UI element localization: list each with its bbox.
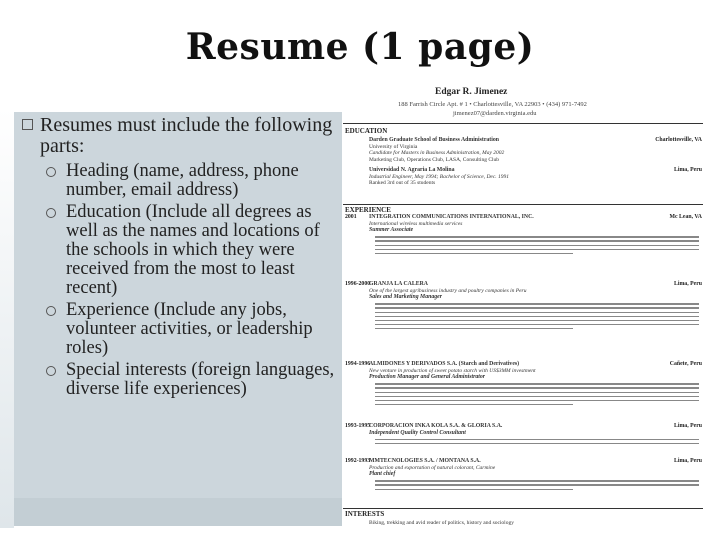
section-divider xyxy=(343,123,703,124)
sub-bullet-text: Heading (name, address, phone number, email address) xyxy=(66,161,299,200)
sub-bullet-text: Education (Include all degrees as well as the names and locations of the schools in which they were received from the most to least recent) xyxy=(66,202,320,298)
sub-bullet-text: Special interests (foreign languages, diverse life experiences) xyxy=(66,360,335,399)
experience-entry xyxy=(369,214,699,254)
circle-bullet-icon xyxy=(46,306,56,316)
job-years: 1996-2000 xyxy=(345,281,371,287)
job-bullets xyxy=(369,480,699,490)
job-role: Independent Quality Control Consultant xyxy=(369,429,466,436)
school-location: Lima, Peru xyxy=(673,167,702,173)
bullet-list xyxy=(22,115,342,402)
job-role: Summer Associate xyxy=(369,227,414,234)
interests-text: Biking, trekking and avid reader of politics, history and sociology xyxy=(369,520,514,526)
left-edge-decoration xyxy=(0,108,14,528)
job-bullets xyxy=(369,236,699,254)
job-location: Lima, Peru xyxy=(673,458,702,464)
section-divider xyxy=(343,204,703,205)
square-bullet-icon xyxy=(22,119,33,130)
sub-bullet-heading xyxy=(22,162,342,200)
experience-entry xyxy=(369,281,699,329)
job-years: 1993-1995 xyxy=(345,423,371,429)
resume-name: Edgar R. Jimenez xyxy=(435,87,508,97)
job-years: 1994-1996 xyxy=(345,361,371,367)
company-name: INTEGRATION COMMUNICATIONS INTERNATIONAL, INC. xyxy=(369,214,534,220)
sub-bullet-text: Experience (Include any jobs, volunteer activities, or leadership roles) xyxy=(66,300,313,358)
experience-entry xyxy=(369,361,699,405)
school-location: Charlottesville, VA xyxy=(655,137,702,143)
main-bullet xyxy=(22,115,342,157)
job-role: Sales and Marketing Manager xyxy=(369,294,442,301)
job-years: 1992-1993 xyxy=(345,458,371,464)
job-role: Plant chief xyxy=(369,471,396,478)
section-divider xyxy=(343,508,703,509)
sub-bullet-interests xyxy=(22,361,342,399)
job-location: Mc Lean, VA xyxy=(669,214,702,220)
job-location: Cañete, Peru xyxy=(669,361,702,367)
experience-entry xyxy=(369,458,699,490)
education-entry-2 xyxy=(369,167,699,187)
job-bullets xyxy=(369,303,699,329)
company-name: MMTECNOLOGIES S.A. / MONTANA S.A. xyxy=(369,458,481,464)
company-name: ALMIDONES Y DERIVADOS S.A. (Starch and Derivatives) xyxy=(369,361,520,367)
panel-footer-strip xyxy=(14,498,342,526)
school-detail: University of Virginia xyxy=(369,143,418,150)
job-bullets xyxy=(369,439,699,445)
main-bullet-text: Resumes must include the following parts: xyxy=(40,114,333,157)
school-detail: Ranked 3rd out of 35 students xyxy=(369,180,436,187)
circle-bullet-icon xyxy=(46,366,56,376)
resume-email: jimenez07@darden.virginia.edu xyxy=(453,110,537,117)
education-heading: EDUCATION xyxy=(345,127,388,135)
company-desc: Production and exportation of natural colorant, Carmine xyxy=(369,464,496,471)
job-years: 2001 xyxy=(345,214,357,220)
school-name: Darden Graduate School of Business Administration xyxy=(369,137,499,143)
job-role: Production Manager and General Administrator xyxy=(369,374,486,381)
circle-bullet-icon xyxy=(46,167,56,177)
company-desc: International wireless multimedia services xyxy=(369,220,463,227)
slide-title: Resume (1 page) xyxy=(185,26,535,68)
experience-heading: EXPERIENCE xyxy=(345,206,391,214)
experience-entry xyxy=(369,423,699,444)
job-location: Lima, Peru xyxy=(673,423,702,429)
company-name: GRANJA LA CALERA xyxy=(369,281,428,287)
job-location: Lima, Peru xyxy=(673,281,702,287)
sub-bullet-education xyxy=(22,203,342,298)
sub-bullet-experience xyxy=(22,301,342,358)
circle-bullet-icon xyxy=(46,208,56,218)
school-detail: Candidate for Masters in Business Administration, May 2002 xyxy=(369,150,505,157)
school-detail: Industrial Engineer, May 1994; Bachelor of Science, Dec. 1991 xyxy=(369,173,510,180)
company-desc: One of the largest agribusiness industry and poultry companies in Peru xyxy=(369,287,527,294)
resume-address: 188 Farrish Circle Apt. # 1 • Charlottesville, VA 22903 • (434) 971-7492 xyxy=(398,101,587,108)
school-name: Universidad N. Agraria La Molina xyxy=(369,167,455,173)
company-desc: New venture in production of sweet potato starch with US$3MM investment xyxy=(369,367,536,374)
job-bullets xyxy=(369,383,699,405)
education-entry-1 xyxy=(369,137,699,163)
company-name: CORPORACION INKA KOLA S.A. & GLORIA S.A. xyxy=(369,423,503,429)
school-detail: Marketing Club, Operations Club, LASA, Consulting Club xyxy=(369,156,500,163)
interests-heading: INTERESTS xyxy=(345,510,385,518)
resume-image xyxy=(343,85,708,530)
